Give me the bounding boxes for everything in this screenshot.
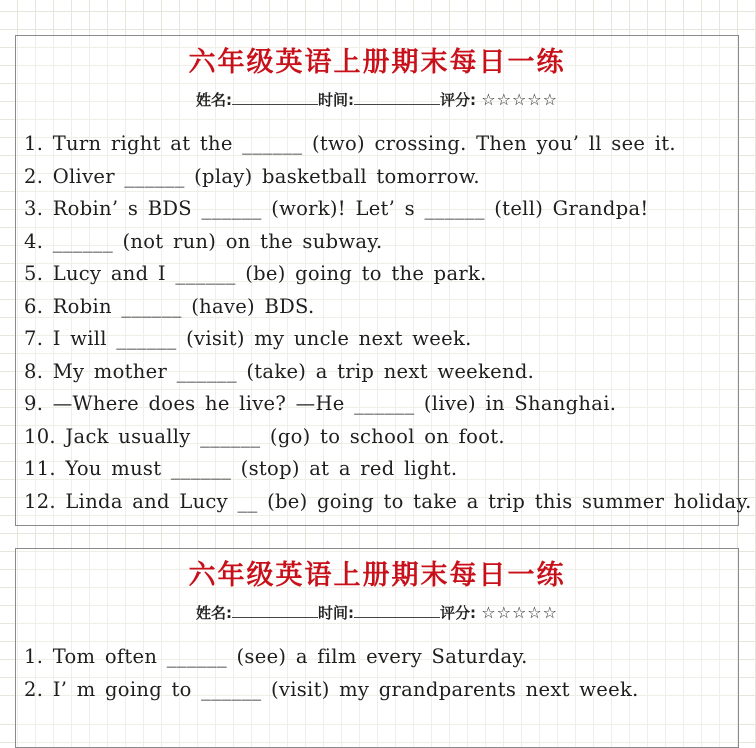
exercise-list bbox=[16, 641, 738, 706]
exercise-item: 6. Robin ______ (have) BDS. bbox=[24, 294, 315, 318]
time-blank[interactable] bbox=[354, 89, 440, 105]
exercise-item: 8. My mother ______ (take) a trip next weekend. bbox=[24, 359, 535, 383]
exercise-item: 3. Robin’ s BDS ______ (work)! Let’ s ______ (tell) Grandpa! bbox=[24, 197, 649, 220]
name-blank[interactable] bbox=[232, 89, 318, 105]
time-label: 时间: bbox=[318, 91, 355, 109]
time-blank[interactable] bbox=[354, 602, 440, 618]
exercise-item: 1. Turn right at the ______ (two) crossing. Then you’ ll see it. bbox=[24, 132, 676, 155]
worksheet-card-1 bbox=[15, 35, 752, 526]
exercise-item: 7. I will ______ (visit) my uncle next week. bbox=[24, 327, 472, 350]
name-label: 姓名: bbox=[196, 604, 233, 622]
name-label: 姓名: bbox=[196, 91, 233, 109]
exercise-item: 11. You must ______ (stop) at a red light. bbox=[24, 457, 458, 480]
worksheet-card-2 bbox=[15, 548, 739, 748]
worksheet-meta bbox=[16, 89, 738, 111]
star-rating-icon: ☆☆☆☆☆ bbox=[481, 90, 558, 109]
score-label: 评分: bbox=[440, 604, 477, 622]
exercise-item: 9. —Where does he live? —He ______ (live) in Shanghai. bbox=[24, 392, 617, 415]
exercise-item: 12. Linda and Lucy __ (be) going to take a trip this summer holiday. bbox=[24, 489, 752, 513]
worksheet-meta bbox=[16, 602, 738, 624]
worksheet-title: 六年级英语上册期末每日一练 bbox=[188, 560, 566, 591]
exercise-item: 2. Oliver ______ (play) basketball tomorrow. bbox=[24, 164, 480, 188]
exercise-item: 1. Tom often ______ (see) a film every Saturday. bbox=[24, 645, 528, 668]
star-rating-icon: ☆☆☆☆☆ bbox=[481, 603, 558, 622]
exercise-item: 2. I’ m going to ______ (visit) my grandparents next week. bbox=[24, 677, 639, 701]
time-label: 时间: bbox=[318, 604, 355, 622]
name-blank[interactable] bbox=[232, 602, 318, 618]
exercise-list bbox=[16, 128, 752, 518]
score-label: 评分: bbox=[440, 91, 477, 109]
exercise-item: 10. Jack usually ______ (go) to school on foot. bbox=[24, 424, 505, 448]
exercise-item: 4. ______ (not run) on the subway. bbox=[24, 229, 383, 253]
worksheet-title: 六年级英语上册期末每日一练 bbox=[188, 47, 566, 78]
exercise-item: 5. Lucy and I ______ (be) going to the park. bbox=[24, 262, 487, 285]
